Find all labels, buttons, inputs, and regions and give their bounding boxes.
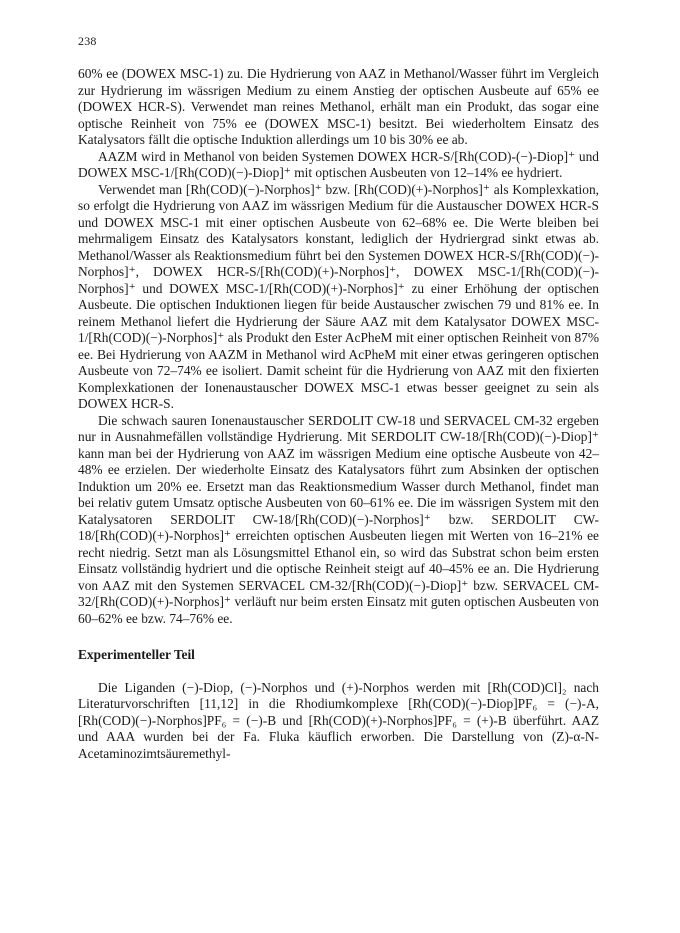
paragraph-4: Die schwach sauren Ionenaustauscher SERDOLIT CW-18 und SERVACEL CM-32 ergeben nur in Ausnahmefällen vollständige Hydrierung. Mit SERDOLIT CW-18/[Rh(COD)(−)-Diop]⁺ kann man bei der Hydrierung von AAZ im wässrigen Medium eine optische Ausbeute von 42–48% ee erzielen. Der wiederholte Einsatz des Katalysators führt zum Absinken der optischen Induktion um 20% ee. Ersetzt man das Reaktionsmedium Wasser durch Methanol, findet man bei relativ gutem Umsatz optische Ausbeuten von 60–61% ee. Die im wässrigen System mit den Katalysatoren SERDOLIT CW-18/[Rh(COD)(−)-Norphos]⁺ bzw. SERDOLIT CW-18/[Rh(COD)(+)-Norphos]⁺ erreichten optischen Ausbeuten liegen mit Werten von 16–21% ee recht niedrig. Setzt man als Lösungsmittel Ethanol ein, so wird das Substrat schon beim ersten Einsatz vollständig hydriert und die optische Reinheit steigt auf 40–45% ee an. Die Hydrierung von AAZ mit den Systemen SERVACEL CM-32/[Rh(COD)(−)-Diop]⁺ bzw. SERVACEL CM-32/[Rh(COD)(+)-Norphos]⁺ verläuft nur beim ersten Einsatz mit guten optischen Ausbeuten von 60–62% ee bzw. 74–76% ee.: [78, 412, 599, 626]
paragraph-2: AAZM wird in Methanol von beiden Systemen DOWEX HCR-S/[Rh(COD)-(−)-Diop]⁺ und DOWEX MSC-1/[Rh(COD)(−)-Diop]⁺ mit optischen Ausbeuten von 12–14% ee hydriert.: [78, 148, 599, 180]
page-number: 238: [78, 34, 97, 48]
paragraph-1: 60% ee (DOWEX MSC-1) zu. Die Hydrierung von AAZ in Methanol/Wasser führt im Vergleich zur Hydrierung im wässrigen Medium zu einem Anstieg der optischen Ausbeute auf 65% ee (DOWEX HCR-S). Verwendet man reines Methanol, erhält man ein Produkt, das sogar eine optische Reinheit von 75% ee (DOWEX MSC-1) besitzt. Bei wiederholtem Einsatz des Katalysators fällt die optische Induktion allerdings um 10 bis 30% ee ab.: [78, 66, 599, 147]
paragraph-3: Verwendet man [Rh(COD)(−)-Norphos]⁺ bzw. [Rh(COD)(+)-Norphos]⁺ als Komplexkation, so erfolgt die Hydrierung von AAZ im wässrigen Medium für die Austauscher DOWEX HCR-S und DOWEX MSC-1 mit einer optischen Ausbeute von 62–68% ee. Die Werte bleiben bei mehrmaligem Einsatz des Katalysators konstant, lediglich der Hydriergrad sinkt etwas ab. Methanol/Wasser als Reaktionsmedium führt bei den Systemen DOWEX HCR-S/[Rh(COD)(−)-Norphos]⁺, DOWEX HCR-S/[Rh(COD)(+)-Norphos]⁺, DOWEX MSC-1/[Rh(COD)(−)-Norphos]⁺ und DOWEX MSC-1/[Rh(COD)(+)-Norphos]⁺ zu einer Erhöhung der optischen Ausbeute. Die optischen Induktionen liegen für beide Austauscher zwischen 79 und 81% ee. In reinem Methanol liefert die Hydrierung der Säure AAZ mit dem Katalysator DOWEX MSC-1/[Rh(COD)(−)-Norphos]⁺ als Produkt den Ester AcPheM mit einer optischen Reinheit von 87% ee. Bei Hydrierung von AAZM in Methanol wird AcPheM mit einer etwas geringeren optischen Ausbeute von 72–74% ee isoliert. Damit scheint für die Hydrierung von AAZ mit den fixierten Komplexkationen der Ionenaustauscher DOWEX MSC-1 etwas besser geeignet zu sein als DOWEX HCR-S.: [78, 181, 599, 411]
body-text: [78, 66, 599, 762]
section-heading: Experimenteller Teil: [78, 647, 195, 662]
section-paragraph: Die Liganden (−)-Diop, (−)-Norphos und (+)-Norphos werden mit [Rh(COD)Cl]₂ nach Literaturvorschriften [11,12] in die Rhodiumkomplexe [Rh(COD)(−)-Diop]PF₆ = (−)-A, [Rh(COD)(−)-Norphos]PF₆ = (−)-B und [Rh(COD)(+)-Norphos]PF₆ = (+)-B überführt. AAZ und AAA wurden bei der Fa. Fluka käuflich erworben. Die Darstellung von (Z)-α-N-Acetaminozimtsäuremethyl-: [78, 679, 599, 761]
